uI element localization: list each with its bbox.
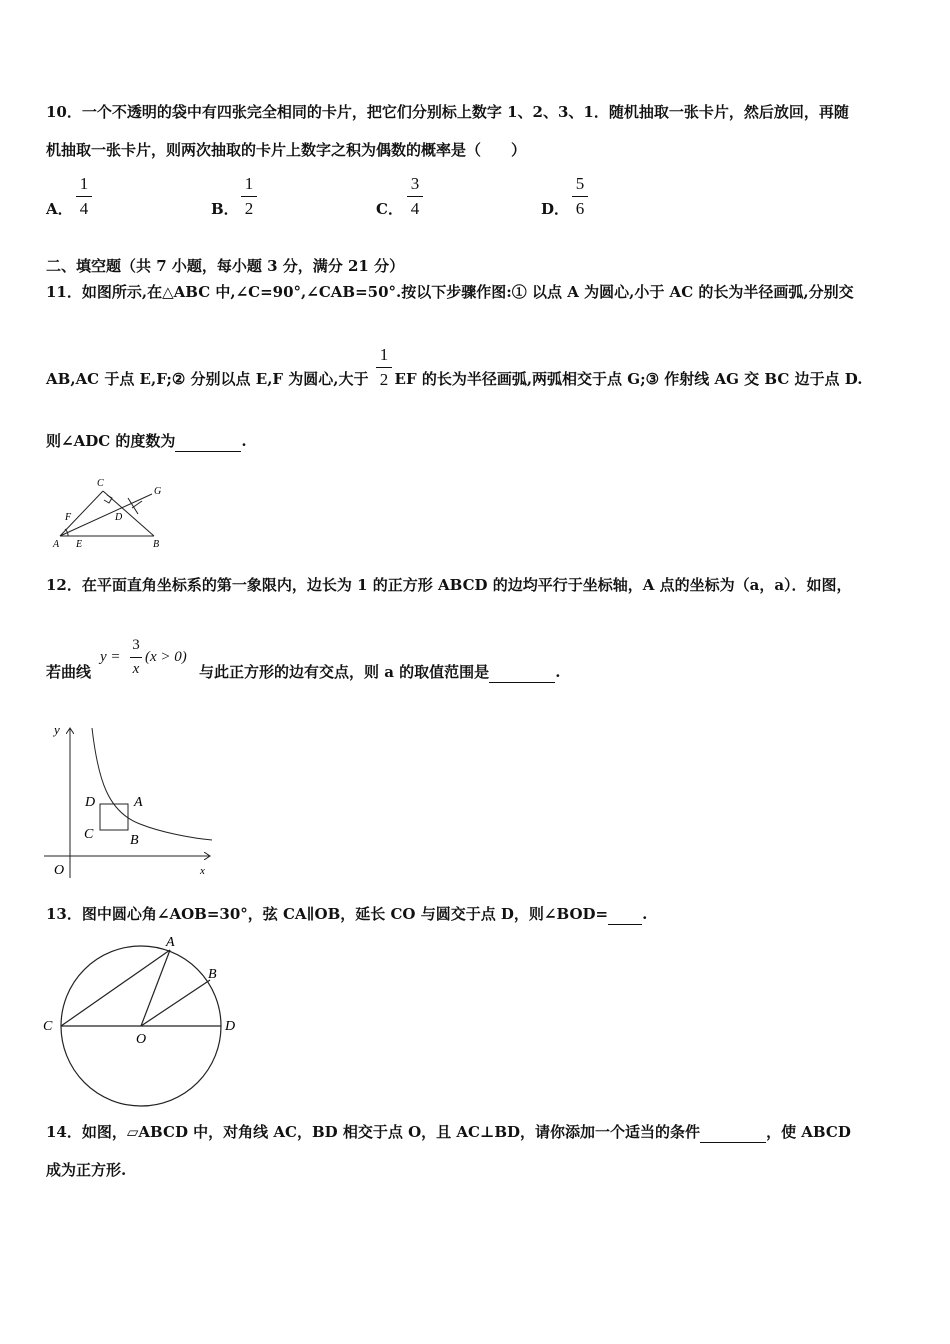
label-b: B (208, 967, 217, 982)
q10-option-d-label: D． (541, 200, 570, 218)
q10-option-c-label: C． (376, 200, 403, 218)
q14-line1: 14．如图，▱ABCD 中，对角线 AC，BD 相交于点 O，且 AC⊥BD，请你添加一个适当的条件 ，使 ABCD (46, 1123, 851, 1141)
arc-g-1 (128, 498, 138, 514)
q11-triangle-figure (46, 474, 176, 550)
q10-option-c-fraction: 3 4 (407, 173, 423, 220)
label-c: C (97, 478, 104, 489)
label-g: G (154, 486, 162, 497)
label-d: D (85, 795, 96, 810)
q10-option-d-fraction: 5 6 (572, 173, 588, 220)
label-b: B (153, 539, 160, 550)
q10-line2: 机抽取一张卡片，则两次抽取的卡片上数字之积为偶数的概率是（ ） (46, 141, 527, 159)
q11-answer-blank[interactable] (175, 431, 241, 452)
radius-ob (141, 980, 210, 1026)
q12-graph-figure (40, 720, 220, 880)
label-d: D (115, 512, 123, 523)
ray-ag (60, 494, 152, 536)
label-d: D (225, 1019, 236, 1034)
q13-answer-blank[interactable] (608, 904, 642, 925)
q10-line1: 10．一个不透明的袋中有四张完全相同的卡片，把它们分别标上数字 1、2、3、1．随机抽取一张卡片，然后放回，再随 (46, 103, 849, 121)
chord-ca (61, 950, 170, 1026)
label-c: C (84, 827, 94, 842)
axis-label-y: y (54, 722, 60, 737)
right-angle-mark (104, 495, 112, 503)
q13-line1: 13．图中圆心角∠AOB=30°，弦 CA∥OB，延长 CO 与圆交于点 D，则∠BOD= . (46, 905, 648, 923)
q11-line3: 则∠ADC 的度数为 . (46, 432, 247, 450)
label-a: A (134, 795, 143, 810)
label-c: C (43, 1019, 53, 1034)
q14-answer-blank[interactable] (700, 1122, 766, 1143)
q10-option-a-label: A． (46, 200, 73, 218)
q14-line2: 成为正方形. (46, 1161, 127, 1179)
q11-line2-start: AB,AC 于点 E,F;② 分别以点 E,F 为圆心,大于 (46, 370, 369, 388)
q11-line1: 11．如图所示,在△ABC 中,∠C=90°,∠CAB=50°.按以下步骤作图:① 以点 A 为圆心,小于 AC 的长为半径画弧,分别交 (46, 283, 854, 301)
q13-circle-figure (40, 932, 245, 1112)
q10-option-b-label: B． (211, 200, 239, 218)
origin-label: O (54, 863, 65, 878)
q12-line2: 若曲线 与此正方形的边有交点，则 a 的取值范围是 . (46, 663, 561, 681)
q11-line2-end: EF 的长为半径画弧,两弧相交于点 G;③ 作射线 AG 交 BC 边于点 D. (394, 370, 863, 388)
section-title: 二、填空题（共 7 小题，每小题 3 分，满分 21 分） (46, 257, 405, 275)
label-a: A (166, 935, 175, 950)
q11-half-fraction: 1 2 (376, 344, 392, 391)
q12-answer-blank[interactable] (489, 662, 555, 683)
square-abcd (100, 804, 128, 830)
label-o: O (136, 1032, 147, 1047)
axis-label-x: x (200, 865, 205, 877)
label-a: A (53, 539, 60, 550)
label-f: F (65, 512, 72, 523)
label-e: E (76, 539, 83, 550)
q10-option-a-fraction: 1 4 (76, 173, 92, 220)
hyperbola-curve (92, 728, 212, 840)
label-b: B (130, 833, 139, 848)
q10-option-b-fraction: 1 2 (241, 173, 257, 220)
radius-oa (141, 950, 170, 1026)
q12-line1: 12．在平面直角坐标系的第一象限内，边长为 1 的正方形 ABCD 的边均平行于坐标轴，A 点的坐标为（a，a）．如图， (46, 576, 852, 594)
q11-line2 (46, 369, 862, 389)
